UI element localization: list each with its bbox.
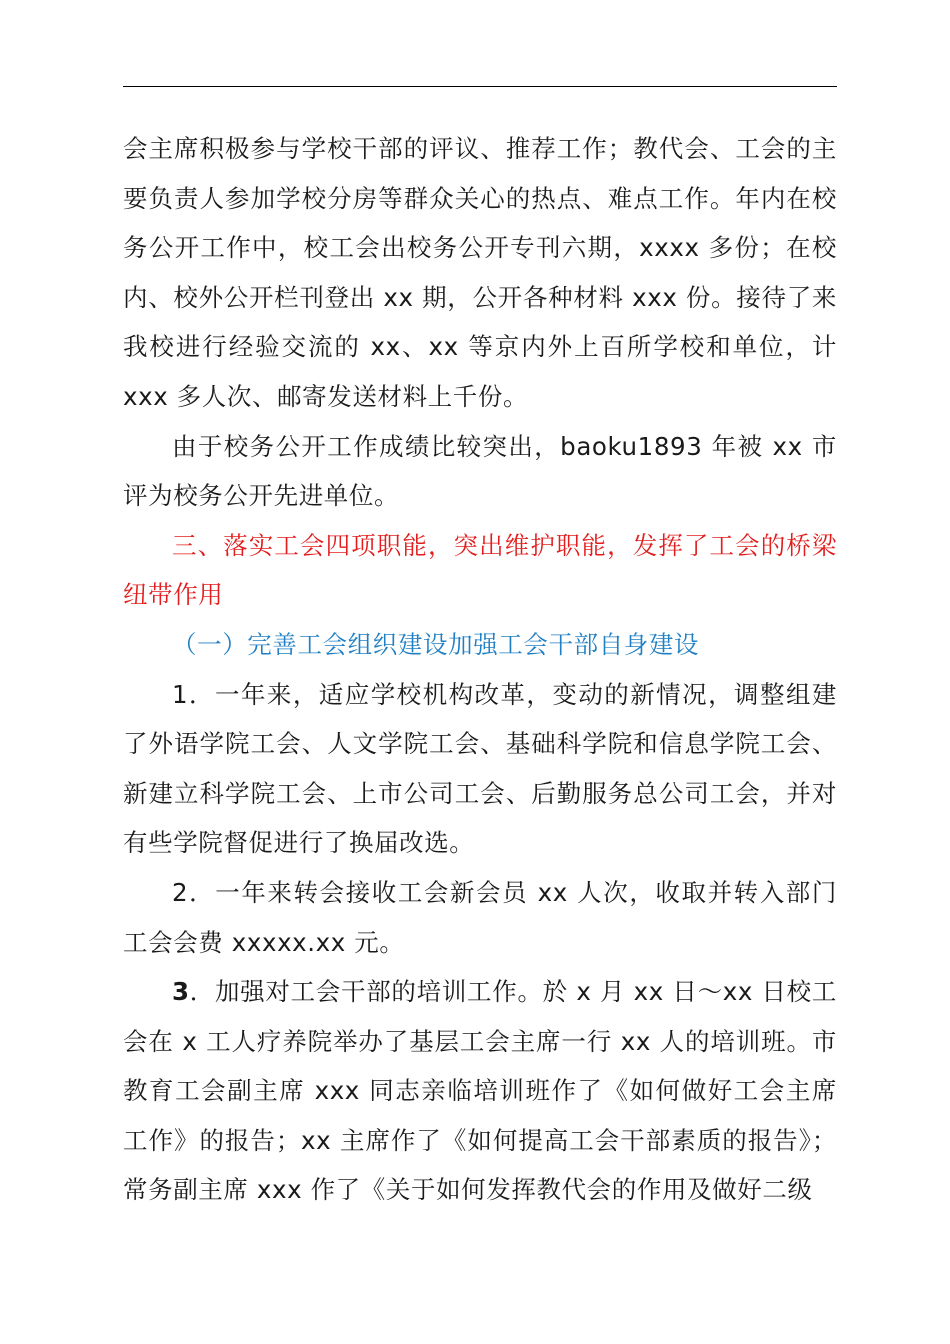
list-item-3-text: ．加强对工会干部的培训工作。於 x 月 xx 日～xx 日校工会在 x 工人疗养院举办了基层工会主席一行 xx 人的培训班。市教育工会副主席 xxx 同志亲临培训班作了《如何做好工会主席工作》的报告；xx 主席作了《如何提高工会干部素质的报告》；常务副主席 xxx 作了《关于如何发挥教代会的作用及做好二级 [123, 977, 837, 1205]
list-item-3 [123, 967, 837, 1215]
section-heading-3: 三、落实工会四项职能，突出维护职能，发挥了工会的桥梁纽带作用 [123, 530, 837, 610]
header-rule [123, 86, 837, 87]
list-item-3-number: 3 [172, 977, 190, 1007]
paragraph-award: 由于校务公开工作成绩比较突出，baoku1893 年被 xx 市评为校务公开先进单位。 [123, 431, 837, 511]
paragraph-continuation: 会主席积极参与学校干部的评议、推荐工作；教代会、工会的主要负责人参加学校分房等群众关心的热点、难点工作。年内在校务公开工作中，校工会出校务公开专刊六期，xxxx 多份；在校内、校外公开栏刊登出 xx 期，公开各种材料 xxx 份。接待了来我校进行经验交流的 xx、xx 等京内外上百所学校和单位，计 xxx 多人次、邮寄发送材料上千份。 [123, 134, 846, 411]
list-item-1: 1．一年来，适应学校机构改革，变动的新情况，调整组建了外语学院工会、人文学院工会、基础科学院和信息学院工会、新建立科学院工会、上市公司工会、后勤服务总公司工会，并对有些学院督促进行了换届改选。 [123, 679, 837, 858]
list-item-2: 2．一年来转会接收工会新会员 xx 人次，收取并转入部门工会会费 xxxxx.xx 元。 [123, 877, 837, 957]
document-body [123, 124, 846, 1215]
subsection-heading-1: （一）完善工会组织建设加强工会干部自身建设 [172, 629, 700, 659]
